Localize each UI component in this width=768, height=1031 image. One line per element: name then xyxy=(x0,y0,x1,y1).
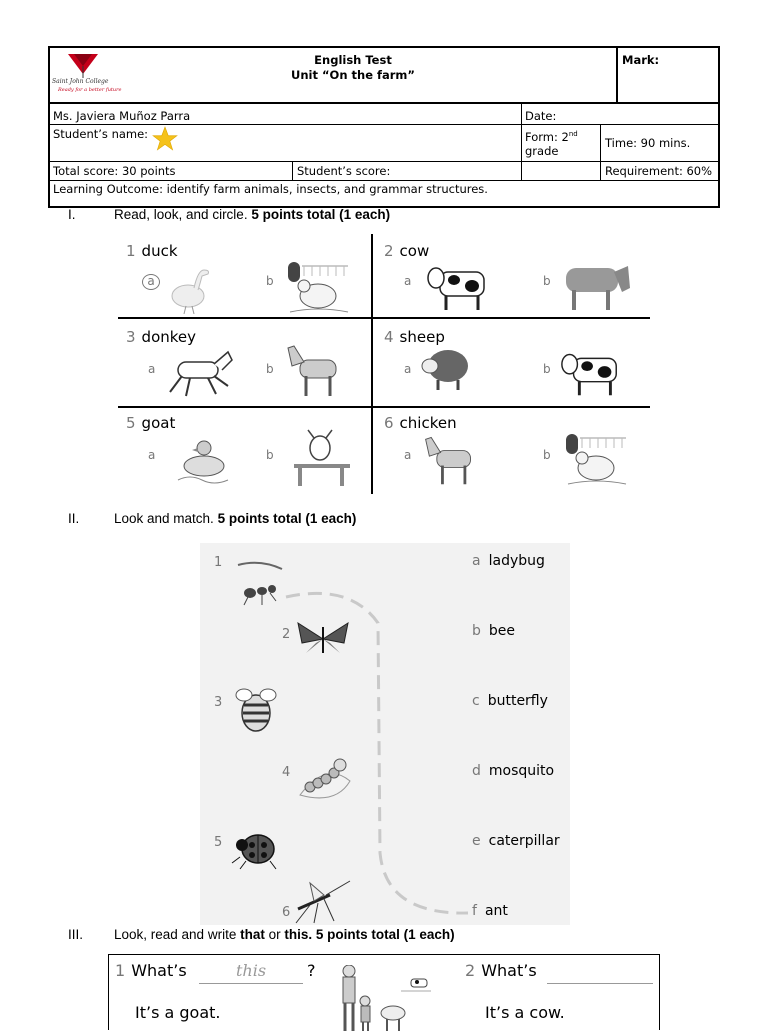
item-6-option-b[interactable]: b xyxy=(543,448,551,462)
match-number-5: 5 xyxy=(214,835,223,850)
item-2-option-a[interactable]: a xyxy=(404,274,412,288)
item-5-word: 5 goat xyxy=(126,414,176,432)
write-exercise xyxy=(108,954,660,1030)
match-number-4: 4 xyxy=(282,765,291,780)
caterpillar-icon xyxy=(296,751,354,805)
item-1-word: 1 duck xyxy=(126,242,178,260)
form-label: Form: 2nd grade xyxy=(525,129,578,158)
item-3-word: 3 donkey xyxy=(126,328,197,346)
item-5-option-a[interactable]: a xyxy=(148,448,156,462)
donkey-icon xyxy=(282,340,344,398)
item-3-option-b[interactable]: b xyxy=(266,362,274,376)
ant-icon xyxy=(234,555,286,607)
requirement: Requirement: 60% xyxy=(605,164,713,178)
match-number-2: 2 xyxy=(282,627,291,642)
farm-people-icon xyxy=(331,965,431,1031)
date-label: Date: xyxy=(525,109,557,123)
header-table xyxy=(48,46,718,206)
match-option-a: a ladybug xyxy=(472,553,545,569)
horse-icon xyxy=(420,430,478,488)
item-2-option-b[interactable]: b xyxy=(543,274,551,288)
learning-outcome: Learning Outcome: identify farm animals, insects, and grammar structures. xyxy=(53,182,488,196)
hen-barn-icon xyxy=(282,256,352,316)
item-4-option-a[interactable]: a xyxy=(404,362,412,376)
test-title: English Test xyxy=(314,53,392,67)
section-1-heading: I. Read, look, and circle. 5 points total (1 each) xyxy=(68,207,391,222)
item-4-option-b[interactable]: b xyxy=(543,362,551,376)
star-icon xyxy=(152,126,178,157)
ladybug-icon xyxy=(230,823,282,871)
cow-icon xyxy=(424,258,492,312)
bee-icon xyxy=(232,683,282,735)
butterfly-icon xyxy=(294,619,352,659)
answer-2-text: It’s a cow. xyxy=(485,1003,565,1022)
goat-icon xyxy=(558,258,642,312)
match-number-6: 6 xyxy=(282,905,291,920)
item-1-option-b[interactable]: b xyxy=(266,274,274,288)
mosquito-icon xyxy=(290,875,354,925)
match-option-e: e caterpillar xyxy=(472,833,560,849)
item-6-option-a[interactable]: a xyxy=(404,448,412,462)
match-exercise xyxy=(200,543,570,925)
logo-tagline: Ready for a better future xyxy=(58,87,122,93)
item-3-option-a[interactable]: a xyxy=(148,362,156,376)
item-2-word: 2 cow xyxy=(384,242,430,260)
circle-exercise xyxy=(118,234,650,496)
match-option-f: f ant xyxy=(472,903,508,919)
sheep-icon xyxy=(420,346,470,392)
student-name-label: Student’s name: xyxy=(53,127,149,141)
cow-icon-b xyxy=(558,344,624,398)
time-label: Time: 90 mins. xyxy=(605,136,691,150)
match-option-b: b bee xyxy=(472,623,516,639)
match-option-d: d mosquito xyxy=(472,763,555,779)
section-2-heading: II. Look and match. 5 points total (1 each) xyxy=(68,511,357,526)
bird-icon xyxy=(164,262,214,314)
answer-1-field[interactable]: this xyxy=(199,961,303,984)
mark-label: Mark: xyxy=(622,53,660,67)
test-subtitle: Unit “On the farm” xyxy=(291,68,415,82)
goat-fence-icon xyxy=(284,428,352,488)
question-1-mark: ? xyxy=(307,961,316,980)
match-option-c: c butterfly xyxy=(472,693,548,709)
item-4-word: 4 sheep xyxy=(384,328,445,346)
match-number-1: 1 xyxy=(214,555,223,570)
question-2: 2 What’s xyxy=(465,961,537,980)
horse-running-icon xyxy=(164,348,236,400)
answer-1-text: It’s a goat. xyxy=(135,1003,221,1022)
total-score: Total score: 30 points xyxy=(53,164,176,178)
hen-barn-icon-b xyxy=(560,428,630,488)
logo-text: Saint John College xyxy=(52,78,109,85)
duck-icon xyxy=(174,430,232,486)
section-3-heading: III. Look, read and write that or this. 5 points total (1 each) xyxy=(68,927,455,942)
student-score-label: Student’s score: xyxy=(297,164,391,178)
item-1-option-a[interactable]: a xyxy=(142,274,160,290)
item-5-option-b[interactable]: b xyxy=(266,448,274,462)
item-6-word: 6 chicken xyxy=(384,414,457,432)
question-1: 1 What’s xyxy=(115,961,187,980)
teacher-name: Ms. Javiera Muñoz Parra xyxy=(53,109,191,123)
answer-2-field[interactable] xyxy=(547,961,653,984)
match-number-3: 3 xyxy=(214,695,223,710)
